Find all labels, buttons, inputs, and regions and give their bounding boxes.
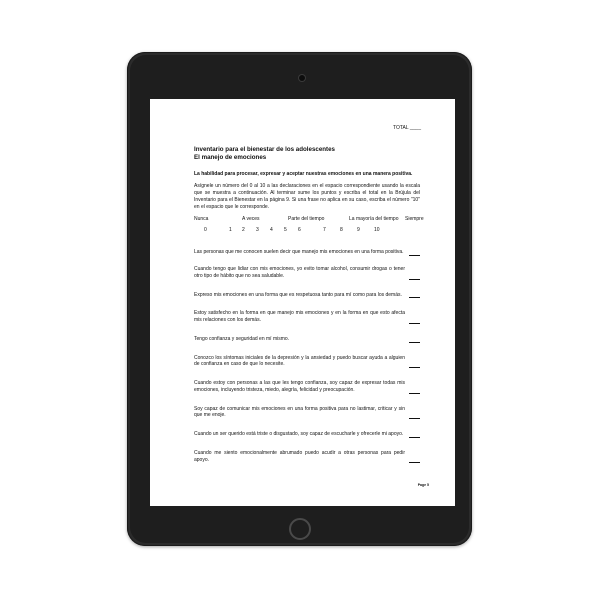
page-number: Page 5 [417, 483, 429, 488]
worksheet-section-title: El manejo de emociones [194, 154, 267, 162]
score-blank[interactable] [409, 274, 420, 280]
scale-number: 2 [242, 227, 245, 234]
score-blank[interactable] [409, 292, 420, 298]
score-blank[interactable] [409, 457, 420, 463]
camera-icon [299, 75, 305, 81]
tablet-bezel [130, 55, 469, 543]
total-field: TOTAL ____ [393, 125, 421, 131]
score-blank[interactable] [409, 250, 420, 256]
scale-number: 9 [357, 227, 360, 234]
scale-label-mayoria: La mayoría del tiempo [349, 216, 399, 223]
scale-number: 6 [298, 227, 301, 234]
scale-number: 10 [374, 227, 380, 234]
scale-label-a-veces: A veces [242, 216, 260, 223]
home-button[interactable] [289, 518, 311, 540]
statement-item [194, 450, 420, 464]
statement-text: Expreso mis emociones en una forma que es respetuosa tanto para mí como para los demás. [194, 291, 402, 298]
scale-label-siempre: Siempre [405, 216, 424, 223]
statement-item [194, 249, 420, 256]
score-blank[interactable] [409, 337, 420, 343]
scale-label-parte: Parte del tiempo [288, 216, 325, 223]
statement-list [194, 249, 420, 463]
scale-number: 5 [284, 227, 287, 234]
scale-number: 0 [204, 227, 207, 234]
statement-item [194, 406, 420, 420]
statement-text: Cuando me siento emocionalmente abrumado puedo acudir a otras personas para pedir apoyo. [194, 449, 405, 463]
tablet-device [127, 52, 472, 546]
statement-text: Cuando un ser querido está triste o disgustado, soy capaz de escucharle y ofrecerle mi apoyo. [194, 431, 404, 438]
statement-text: Cuando tengo que lidiar con mis emociones, yo evito tomar alcohol, consumir drogas o tener otro tipo de hábito que no sea saludable. [194, 266, 405, 279]
scale-numbers [194, 227, 420, 235]
worksheet [194, 146, 424, 463]
statement-item [194, 310, 420, 324]
worksheet-title: Inventario para el bienestar de los adolescentes [194, 146, 335, 153]
statement-text: Estoy satisfecho en la forma en que manejo mis emociones y en la forma en que esto afecta mis relaciones con los demás. [194, 310, 405, 324]
score-blank[interactable] [409, 432, 420, 438]
tablet-screen [150, 99, 455, 506]
statement-item [194, 266, 420, 280]
statement-item [194, 355, 420, 369]
scale-number: 8 [340, 227, 343, 234]
statement-item [194, 336, 420, 343]
statement-text: Conozco los síntomas iniciales de la depresión y la ansiedad y puedo buscar ayuda a alguien de confianza en caso de que lo necesite. [194, 354, 405, 368]
score-blank[interactable] [409, 413, 420, 419]
score-blank[interactable] [409, 318, 420, 324]
statement-item [194, 431, 420, 438]
statement-text: Las personas que me conocen suelen decir que manejo mis emociones en una forma positiva. [194, 249, 404, 256]
statement-item [194, 292, 420, 299]
scale-labels [194, 216, 424, 224]
statement-text: Soy capaz de comunicar mis emociones en una forma positiva para no lastimar, criticar y sin que me enoje. [194, 405, 405, 419]
scale-number: 3 [256, 227, 259, 234]
score-blank[interactable] [409, 362, 420, 368]
worksheet-instructions: Asígnele un número del 0 al 10 a las declaraciones en el espacio correspondiente usando la escala que se muestra a continuación. Al terminar sume los puntos y escriba el total en la Brújula del Inventario para el Bienestar en la página 9. Si una frase no aplica en su caso, escriba el número "10" en el espacio que le corresponde. [194, 183, 420, 210]
scale-number: 4 [270, 227, 273, 234]
scale-label-nunca: Nunca [194, 216, 209, 223]
worksheet-subtitle: La habilidad para procesar, expresar y aceptar nuestras emociones en una manera positiva. [194, 170, 413, 177]
scale-number: 7 [323, 227, 326, 234]
statement-item [194, 380, 420, 394]
statement-text: Cuando estoy con personas a las que les tengo confianza, soy capaz de expresar todas mis emociones, incluyendo tristeza, miedo, alegría, felicidad y preocupación. [194, 380, 405, 393]
statement-text: Tengo confianza y seguridad en mí mismo. [194, 335, 290, 342]
scale-number: 1 [229, 227, 232, 234]
score-blank[interactable] [409, 388, 420, 394]
